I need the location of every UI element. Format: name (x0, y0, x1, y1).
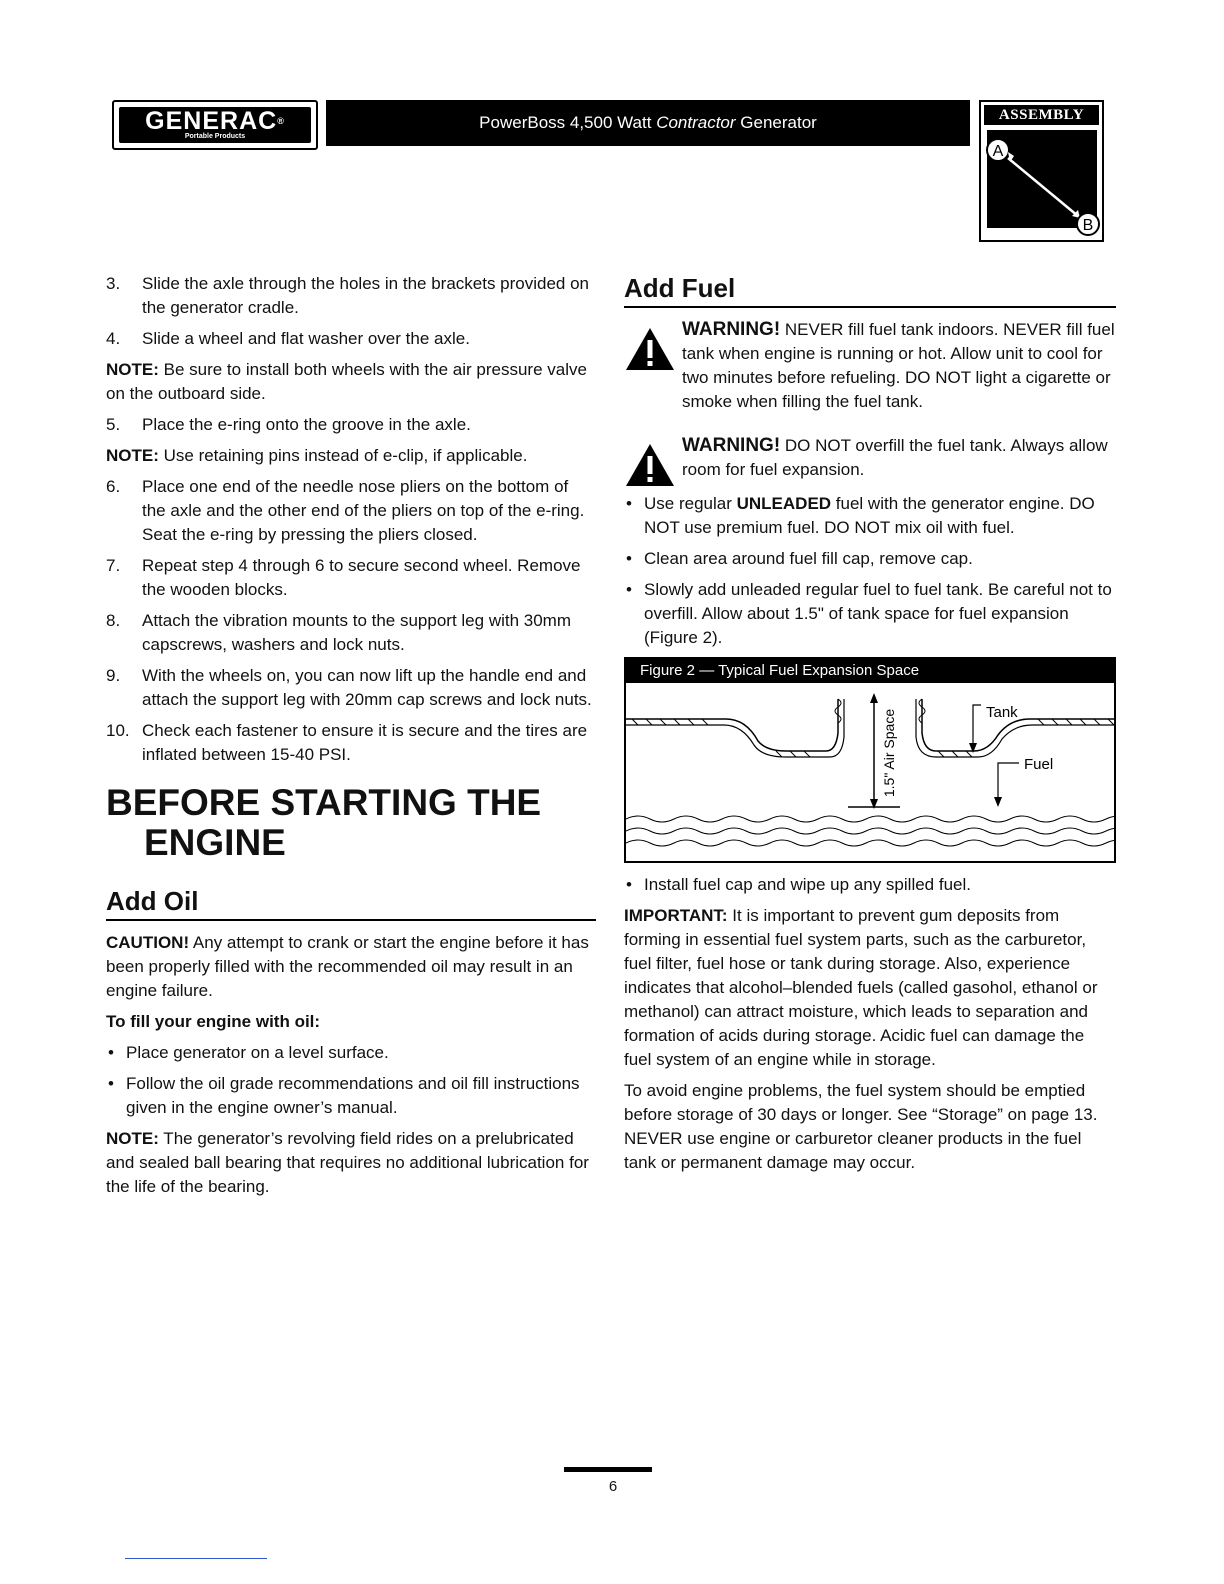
note-label: NOTE: (106, 446, 159, 465)
assembly-section-tab (979, 100, 1104, 242)
note-label: NOTE: (106, 1129, 159, 1148)
subheading-add-fuel: Add Fuel (624, 272, 1116, 308)
step-text: Place the e-ring onto the groove in the axle. (142, 415, 471, 434)
title-brand: PowerBoss 4,500 Watt (479, 113, 657, 132)
caution-text: Any attempt to crank or start the engine before it has been properly filled with the recommended oil may result in an engine failure. (106, 933, 589, 1000)
note-text: Be sure to install both wheels with the air pressure valve on the outboard side. (106, 360, 587, 403)
subheading-add-oil: Add Oil (106, 885, 596, 921)
note-text: Use retaining pins instead of e-clip, if applicable. (158, 446, 528, 465)
warning-text: NEVER fill fuel tank indoors. NEVER fill fuel tank when engine is running or hot. Allow unit to cool for two minutes before refueling. DO NOT light a cigarette or smoke when filling the fuel tank. (682, 320, 1115, 411)
step-text: With the wheels on, you can now lift up the handle end and attach the support leg with 20mm cap screws and lock nuts. (142, 666, 592, 709)
important-label: IMPORTANT: (624, 906, 728, 925)
generac-logo (112, 100, 318, 150)
step-text: Place one end of the needle nose pliers on the bottom of the axle and the other end of the pliers on top of the e-ring. Seat the e-ring by pressing the pliers closed. (142, 477, 585, 544)
step-text: Slide a wheel and flat washer over the axle. (142, 329, 470, 348)
step-number: 7. (106, 556, 121, 575)
fuel-bullet (624, 873, 1116, 897)
assembly-diagram-icon (984, 130, 1100, 238)
bottom-rule (125, 1558, 267, 1559)
logo-text: GENERAC® (145, 107, 285, 135)
tank-label: Tank (986, 704, 1018, 721)
fuel-bullet (624, 492, 1116, 540)
warning-label: WARNING! (682, 435, 781, 456)
step-number: 4. (106, 329, 121, 348)
steps-list-a (106, 272, 596, 351)
figure-caption: Figure 2 — Typical Fuel Expansion Space (626, 659, 1114, 683)
bullet-dot: • (108, 1043, 114, 1062)
title-tail: Generator (735, 113, 817, 132)
heading-line-2: ENGINE (144, 822, 286, 863)
step-item (106, 719, 596, 767)
oil-bullet (106, 1041, 596, 1065)
warning-block-indoors (624, 318, 1116, 414)
step-item (106, 413, 596, 437)
right-column (624, 272, 1116, 1182)
bullet-text: Place generator on a level surface. (126, 1043, 389, 1062)
bullet-dot: • (626, 875, 632, 894)
assembly-label: ASSEMBLY (984, 105, 1099, 125)
important-paragraph (624, 904, 1116, 1072)
left-column (106, 272, 596, 1206)
step-number: 8. (106, 611, 121, 630)
step-item (106, 327, 596, 351)
note-bearing (106, 1127, 596, 1199)
bullet-text: Slowly add unleaded regular fuel to fuel tank. Be careful not to overfill. Allow about 1.5" of tank space for fuel expansion (Figure 2). (644, 580, 1112, 647)
fuel-expansion-diagram (626, 683, 1114, 861)
step-number: 9. (106, 666, 121, 685)
warning-label: WARNING! (682, 319, 781, 340)
warning-triangle-icon (624, 326, 676, 372)
oil-bullet (106, 1072, 596, 1120)
bullet-text-pre: Use regular (644, 494, 737, 513)
storage-paragraph: To avoid engine problems, the fuel system should be emptied before storage of 30 days or longer. See “Storage” on page 13. NEVER use engine or carburetor cleaner products in the fuel tank or permanent damage may occur. (624, 1081, 1098, 1172)
warning-block-overfill (624, 434, 1116, 482)
bullet-text: Follow the oil grade recommendations and oil fill instructions given in the engine owner’s manual. (126, 1074, 580, 1117)
note-text: The generator’s revolving field rides on a prelubricated and sealed ball bearing that requires no additional lubrication for the life of the bearing. (106, 1129, 589, 1196)
caution-paragraph (106, 931, 596, 1003)
logo-subtitle: Portable Products (184, 133, 246, 140)
step-number: 3. (106, 274, 121, 293)
bullet-text-bold: UNLEADED (736, 494, 832, 513)
step-item (106, 475, 596, 547)
warning-text: DO NOT overfill the fuel tank. Always allow room for fuel expansion. (682, 436, 1108, 479)
page-number: 6 (608, 1478, 618, 1495)
important-text: It is important to prevent gum deposits from forming in essential fuel system parts, such as the carburetor, fuel filter, fuel hose or tank during storage. Also, experience indicates that alcohol–blended fuels (called gasohol, ethanol or methanol) can attract moisture, which leads to separation and formation of acids during storage. Acidic fuel can damage the fuel system of an engine while in storage. (624, 906, 1098, 1069)
bullet-dot: • (626, 580, 632, 599)
bullet-dot: • (626, 494, 632, 513)
warning-triangle-icon (624, 442, 676, 488)
svg-text:B: B (1082, 217, 1094, 234)
fill-oil-heading: To fill your engine with oil: (106, 1012, 321, 1031)
bullet-text: Install fuel cap and wipe up any spilled fuel. (644, 875, 971, 894)
note-air-valve (106, 358, 596, 406)
page-number-bar (564, 1467, 652, 1472)
note-retaining-pins (106, 444, 596, 468)
fuel-label: Fuel (1024, 756, 1054, 773)
step-item (106, 272, 596, 320)
bullet-dot: • (108, 1074, 114, 1093)
caution-label: CAUTION! (106, 933, 190, 952)
step-number: 10. (106, 721, 130, 740)
step-item (106, 664, 596, 712)
note-label: NOTE: (106, 360, 159, 379)
step-number: 5. (106, 415, 121, 434)
step-text: Attach the vibration mounts to the support leg with 30mm capscrews, washers and lock nuts. (142, 611, 572, 654)
bullet-text: Clean area around fuel fill cap, remove cap. (644, 549, 973, 568)
air-space-label: 1.5" Air Space (881, 708, 897, 798)
figure-fuel-expansion (624, 657, 1116, 863)
heading-line-1: BEFORE STARTING THE (106, 782, 542, 823)
bullet-text-post: fuel with the generator engine. DO NOT use premium fuel. DO NOT mix oil with fuel. (644, 494, 1095, 537)
step-item (106, 609, 596, 657)
step-number: 6. (106, 477, 121, 496)
fuel-bullet (624, 578, 1116, 650)
svg-text:A: A (992, 143, 1004, 160)
step-text: Check each fastener to ensure it is secure and the tires are inflated between 15-40 PSI. (142, 721, 588, 764)
step-text: Slide the axle through the holes in the brackets provided on the generator cradle. (142, 274, 590, 317)
section-heading-before-starting (106, 783, 596, 863)
fuel-bullet (624, 547, 1116, 571)
document-title-bar (326, 100, 970, 146)
title-italic: Contractor (656, 113, 736, 132)
step-item (106, 554, 596, 602)
step-text: Repeat step 4 through 6 to secure second wheel. Remove the wooden blocks. (142, 556, 581, 599)
bullet-dot: • (626, 549, 632, 568)
logo-inner (119, 107, 311, 143)
